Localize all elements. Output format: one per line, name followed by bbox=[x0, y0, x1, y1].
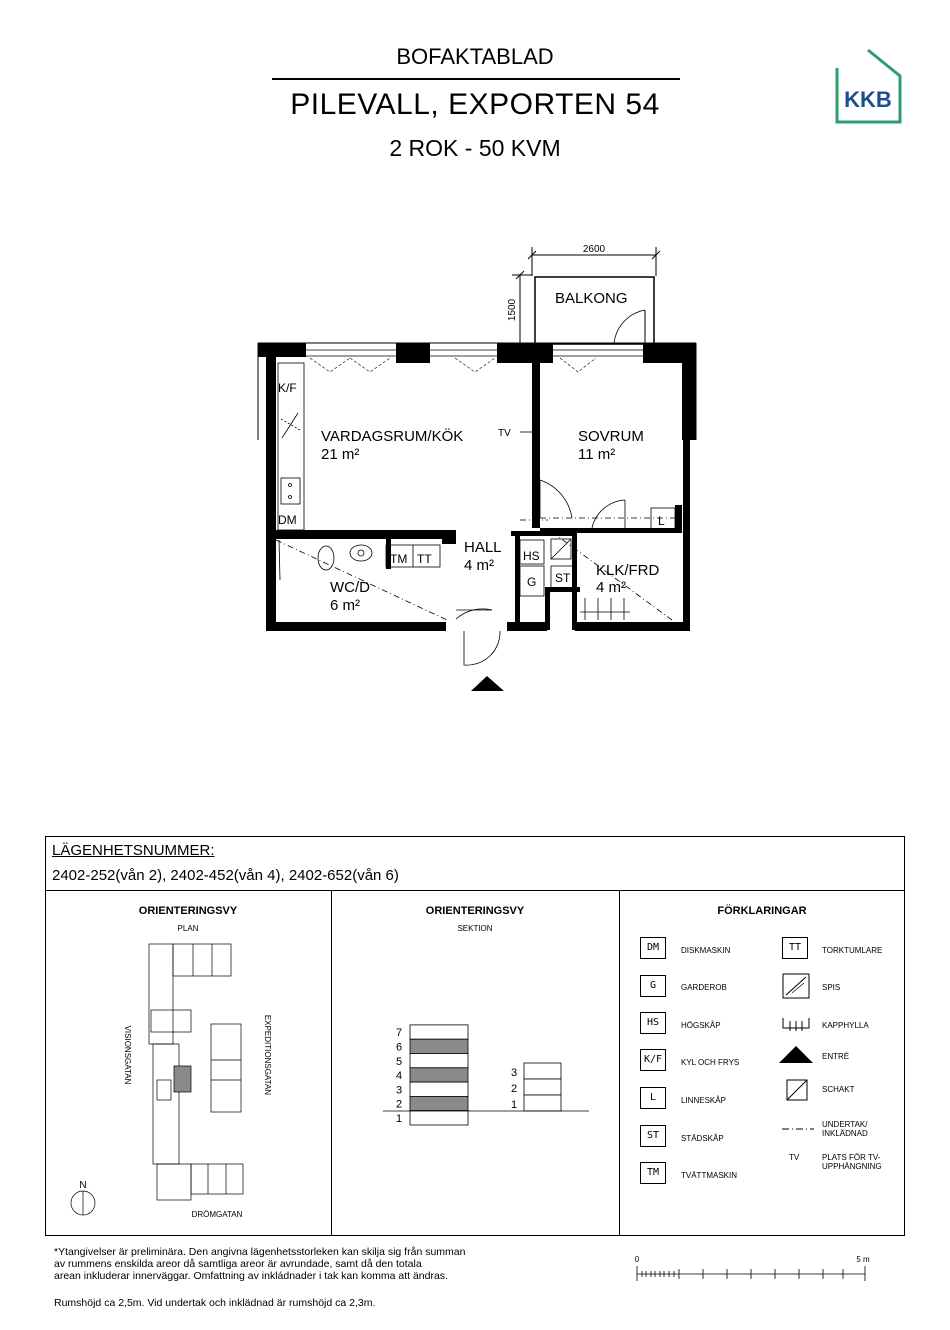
room-klkfrd-area: 4 m² bbox=[596, 579, 626, 596]
tall-floor-label-3: 3 bbox=[395, 1084, 403, 1097]
low-floor-label-1: 1 bbox=[510, 1099, 518, 1111]
legend-dm-code: DM bbox=[640, 937, 666, 959]
street-east: EXPEDITIONSGATAN bbox=[263, 1014, 272, 1096]
room-hall-area: 4 m² bbox=[464, 557, 494, 574]
page-title: PILEVALL, EXPORTEN 54 bbox=[290, 88, 660, 121]
footnote-line-3: arean inkluderar innerväggar. Omfattning av inkládnader i tak kan komma att ändras. bbox=[54, 1270, 448, 1282]
room-sovrum-name: SOVRUM bbox=[578, 428, 644, 445]
dimension-width: 2600 bbox=[582, 244, 606, 255]
tall-floor-label-2: 2 bbox=[395, 1098, 403, 1111]
room-hall-name: HALL bbox=[464, 539, 502, 556]
tall-floor-label-1: 1 bbox=[395, 1113, 403, 1125]
scale-bar bbox=[630, 1252, 880, 1284]
legend-l-label: LINNESKÅP bbox=[681, 1096, 726, 1105]
legend-dm-label: DISKMASKIN bbox=[681, 946, 731, 955]
legend-title: FÖRKLARINGAR bbox=[717, 905, 807, 917]
legend-l-code: L bbox=[640, 1087, 666, 1109]
legend-tv-label-1: PLATS FÖR TV- bbox=[822, 1153, 881, 1162]
tall-floor-1 bbox=[410, 1111, 468, 1125]
legend-g-code: G bbox=[640, 975, 666, 997]
highlighted-building bbox=[174, 1066, 191, 1092]
tall-floor-5 bbox=[410, 1054, 468, 1068]
room-wcd-name: WC/D bbox=[330, 579, 370, 596]
dash-dot-line-icon bbox=[782, 1126, 814, 1132]
room-sovrum-area: 11 m² bbox=[578, 446, 616, 463]
legend-tv-code: TV bbox=[789, 1153, 800, 1162]
low-floor-label-2: 2 bbox=[510, 1083, 518, 1095]
legend-spis-label: SPIS bbox=[822, 983, 841, 992]
fixture-dm-label: DM bbox=[278, 513, 297, 527]
room-klkfrd-name: KLK/FRD bbox=[596, 562, 660, 579]
section-diagram bbox=[331, 930, 619, 1236]
orientation-section-title: ORIENTERINGSVY bbox=[425, 905, 525, 917]
tall-floor-label-7: 7 bbox=[395, 1027, 403, 1040]
tall-floor-7 bbox=[410, 1025, 468, 1039]
fixture-tt-label: TT bbox=[417, 552, 432, 566]
panel-divider-2 bbox=[619, 890, 620, 1236]
fixture-st-label: ST bbox=[555, 571, 571, 585]
dimension-depth: 1500 bbox=[507, 298, 518, 322]
room-vardagsrum-area: 21 m² bbox=[321, 446, 360, 463]
entrance-triangle bbox=[471, 676, 504, 691]
legend-tm-code: TM bbox=[640, 1162, 666, 1184]
legend-hs-label: HÖGSKÅP bbox=[681, 1021, 721, 1030]
room-vardagsrum-name: VARDAGSRUM/KÖK bbox=[321, 428, 464, 445]
hat-shelf-icon bbox=[782, 1015, 810, 1031]
tall-floor-3 bbox=[410, 1082, 468, 1096]
fixture-tm-label: TM bbox=[390, 552, 408, 566]
north-label: N bbox=[79, 1180, 87, 1191]
legend-tm-label: TVÄTTMASKIN bbox=[681, 1171, 738, 1180]
low-floor-2 bbox=[524, 1079, 561, 1095]
tall-floor-label-4: 4 bbox=[395, 1070, 403, 1083]
legend-tv-label-2: UPPHÄNGNING bbox=[822, 1162, 882, 1171]
fixture-tv-label: TV bbox=[498, 428, 511, 439]
scale-start: 0 bbox=[634, 1255, 640, 1264]
low-floor-label-3: 3 bbox=[510, 1067, 518, 1079]
apartment-numbers: 2402-252(vån 2), 2402-452(vån 4), 2402-652(vån 6) bbox=[52, 867, 399, 884]
fixture-g-label: G bbox=[527, 575, 537, 589]
street-south: DRÖMGATAN bbox=[191, 1210, 243, 1219]
legend-undertak-label-1: UNDERTAK/ bbox=[822, 1120, 868, 1129]
legend-entre-label: ENTRÉ bbox=[822, 1052, 850, 1061]
tall-floor-4 bbox=[410, 1068, 468, 1082]
legend-hs-code: HS bbox=[640, 1012, 666, 1034]
orientation-plan-title: ORIENTERINGSVY bbox=[138, 905, 238, 917]
legend-tt-label: TORKTUMLARE bbox=[822, 946, 883, 955]
document-type: BOFAKTABLAD bbox=[396, 44, 554, 69]
footnote-line-1: *Ytangivelser är preliminära. Den angivna lägenhetsstorleken kan skilja sig från summan bbox=[54, 1246, 466, 1258]
tall-floor-2 bbox=[410, 1096, 468, 1110]
legend-kf-code: K/F bbox=[640, 1049, 666, 1071]
legend-st-label: STÄDSKÅP bbox=[681, 1134, 724, 1143]
apartment-size: 2 ROK - 50 KVM bbox=[389, 135, 561, 161]
site-plan bbox=[45, 930, 331, 1236]
footnote-line-2: av rummens enskilda areor då samtliga areor är avrundade, samt då den totala bbox=[54, 1258, 422, 1270]
legend-schakt-label: SCHAKT bbox=[822, 1085, 855, 1094]
low-floor-3 bbox=[524, 1063, 561, 1079]
tall-floor-label-6: 6 bbox=[395, 1041, 403, 1054]
stove-icon bbox=[782, 973, 810, 999]
tall-floor-6 bbox=[410, 1039, 468, 1053]
fixture-kf-label: K/F bbox=[278, 381, 297, 395]
apartment-number-label: LÄGENHETSNUMMER: bbox=[52, 842, 215, 859]
legend-st-code: ST bbox=[640, 1125, 666, 1147]
shaft-icon bbox=[786, 1079, 808, 1101]
room-balkong-name: BALKONG bbox=[555, 290, 628, 307]
area-footnote bbox=[54, 1246, 574, 1282]
orientation-section-subtitle: SEKTION bbox=[457, 924, 493, 933]
fixture-l-label: L bbox=[658, 514, 665, 528]
legend-kapphylla-label: KAPPHYLLA bbox=[822, 1021, 869, 1030]
tall-floor-label-5: 5 bbox=[395, 1055, 403, 1068]
legend-g-label: GARDEROB bbox=[681, 983, 727, 992]
info-divider bbox=[45, 890, 905, 891]
room-wcd-area: 6 m² bbox=[330, 597, 360, 614]
low-floor-1 bbox=[524, 1095, 561, 1111]
legend-kf-label: KYL OCH FRYS bbox=[681, 1058, 740, 1067]
entrance-icon bbox=[778, 1044, 814, 1064]
fixture-hs-label: HS bbox=[523, 549, 540, 563]
scale-end: 5 m bbox=[856, 1255, 870, 1264]
ceiling-height-note: Rumshöjd ca 2,5m. Vid undertak och inklädnad är rumshöjd ca 2,3m. bbox=[54, 1297, 376, 1309]
logo-text: KKB bbox=[844, 87, 892, 112]
legend-tt-code: TT bbox=[782, 937, 808, 959]
legend-undertak-label-2: INKLÄDNAD bbox=[822, 1129, 868, 1138]
street-west: VISIONSGATAN bbox=[123, 1025, 132, 1085]
orientation-plan-subtitle: PLAN bbox=[177, 924, 199, 933]
